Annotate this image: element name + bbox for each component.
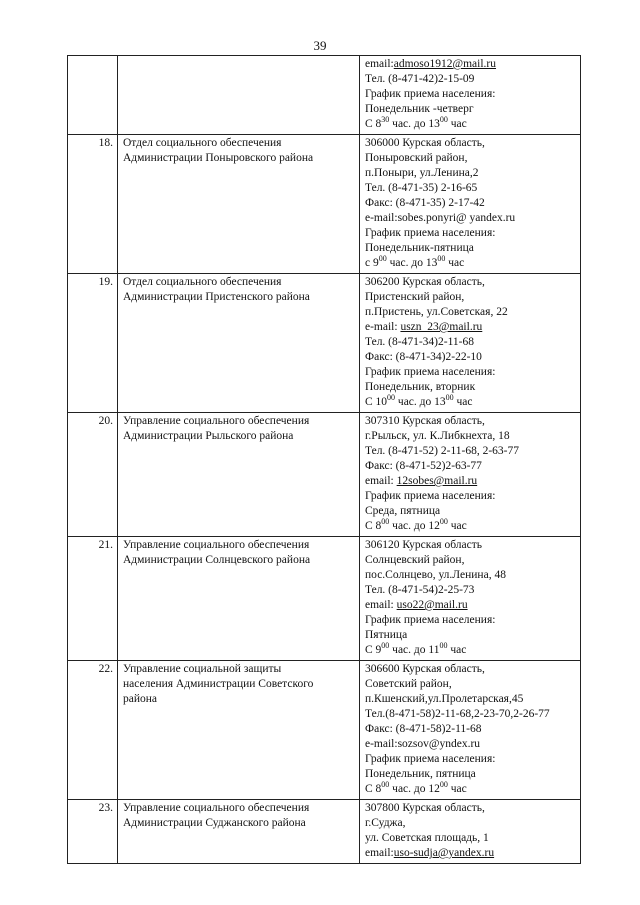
hours-start: С 8 xyxy=(365,118,382,130)
contact-line: Факс: (8-471-35) 2-17-42 xyxy=(365,197,485,209)
contact-line: e-mail:sobes.ponyri@ yandex.ru xyxy=(365,212,516,224)
contact-line: г.Рыльск, ул. К.Либкнехта, 18 xyxy=(365,430,510,442)
minutes-superscript: 00 xyxy=(387,393,396,403)
hours-unit: час xyxy=(453,396,473,408)
agency-name-line: населения Администрации Советского xyxy=(123,678,314,690)
contact-line: Тел. (8-471-42)2-15-09 xyxy=(365,73,475,85)
row-number: 23. xyxy=(68,800,118,864)
email-line xyxy=(365,320,576,335)
email-label: email: xyxy=(365,599,397,611)
agency-name-cell xyxy=(118,661,360,800)
minutes-superscript: 00 xyxy=(439,115,448,125)
minutes-superscript: 00 xyxy=(445,393,454,403)
hours-end: час. до 12 xyxy=(389,520,440,532)
hours-end: час. до 11 xyxy=(389,644,440,656)
agency-name-line: Администрации Поныровского района xyxy=(123,152,314,164)
email-line xyxy=(365,846,576,861)
table-row xyxy=(68,56,581,135)
contact-line: п.Пристень, ул.Советская, 22 xyxy=(365,306,508,318)
row-number: 21. xyxy=(68,537,118,661)
contact-line: Факс: (8-471-52)2-63-77 xyxy=(365,460,482,472)
contact-line: п.Поныри, ул.Ленина,2 xyxy=(365,167,479,179)
hours-start: с 9 xyxy=(365,257,379,269)
agency-name-line: Администрации Пристенского района xyxy=(123,291,310,303)
schedule-hours xyxy=(365,643,576,658)
hours-unit: час xyxy=(447,644,467,656)
minutes-superscript: 00 xyxy=(439,517,448,527)
hours-unit: час xyxy=(447,520,467,532)
hours-unit: час xyxy=(445,257,465,269)
contact-line: г.Суджа, xyxy=(365,817,406,829)
contact-line: Тел. (8-471-34)2-11-68 xyxy=(365,336,474,348)
contact-line: Тел. (8-471-52) 2-11-68, 2-63-77 xyxy=(365,445,520,457)
minutes-superscript: 00 xyxy=(439,641,448,651)
contact-line: Тел. (8-471-35) 2-16-65 xyxy=(365,182,478,194)
agency-name-cell xyxy=(118,135,360,274)
contact-line: Солнцевский район, xyxy=(365,554,465,566)
email-link[interactable]: 12sobes@mail.ru xyxy=(396,475,478,487)
agencies-table xyxy=(67,55,581,864)
schedule-hours xyxy=(365,256,576,271)
contact-line: Факс: (8-471-34)2-22-10 xyxy=(365,351,482,363)
table-row xyxy=(68,274,581,413)
table-row xyxy=(68,800,581,864)
hours-start: С 8 xyxy=(365,783,382,795)
contact-info-cell xyxy=(360,537,581,661)
agency-name-cell xyxy=(118,274,360,413)
table-row xyxy=(68,413,581,537)
minutes-superscript: 00 xyxy=(378,254,387,264)
row-number: 19. xyxy=(68,274,118,413)
hours-start: С 9 xyxy=(365,644,382,656)
contact-line: Пятница xyxy=(365,629,408,641)
email-link[interactable]: uso-sudja@yandex.ru xyxy=(393,847,495,859)
minutes-superscript: 00 xyxy=(381,517,390,527)
hours-start: С 10 xyxy=(365,396,388,408)
contact-line: Понедельник -четверг xyxy=(365,103,474,115)
agency-name-line: Управление социального обеспечения xyxy=(123,802,310,814)
contact-line: Понедельник-пятница xyxy=(365,242,474,254)
agency-name-line: Управление социального обеспечения xyxy=(123,539,310,551)
contact-line: Среда, пятница xyxy=(365,505,441,517)
contact-line: График приема населения: xyxy=(365,490,496,502)
contact-line: e-mail:sozsov@yndex.ru xyxy=(365,738,481,750)
schedule-hours xyxy=(365,117,576,132)
page-number: 39 xyxy=(313,38,327,53)
contact-line: График приема населения: xyxy=(365,366,496,378)
contact-line: Тел.(8-471-58)2-11-68,2-23-70,2-26-77 xyxy=(365,708,550,720)
minutes-superscript: 00 xyxy=(381,780,390,790)
agency-name-cell xyxy=(118,537,360,661)
contact-line: 306120 Курская область xyxy=(365,539,482,551)
contact-line: пос.Солнцево, ул.Ленина, 48 xyxy=(365,569,506,581)
agency-name-cell xyxy=(118,413,360,537)
email-link[interactable]: uso22@mail.ru xyxy=(396,599,468,611)
contact-line: п.Кшенский,ул.Пролетарская,45 xyxy=(365,693,524,705)
contact-line: График приема населения: xyxy=(365,614,496,626)
contact-line: 306600 Курская область, xyxy=(365,663,485,675)
agency-name-line: района xyxy=(123,693,158,705)
minutes-superscript: 00 xyxy=(381,641,390,651)
contact-info-cell xyxy=(360,274,581,413)
agency-name-cell xyxy=(118,56,360,135)
row-number: 20. xyxy=(68,413,118,537)
email-link[interactable]: uszn_23@mail.ru xyxy=(400,321,483,333)
contact-line: График приема населения: xyxy=(365,88,496,100)
email-label: email: xyxy=(365,58,394,70)
contact-info-cell xyxy=(360,135,581,274)
hours-end: час. до 12 xyxy=(389,783,440,795)
table-body xyxy=(68,56,581,864)
contact-line: 307310 Курская область, xyxy=(365,415,485,427)
contact-line: ул. Советская площадь, 1 xyxy=(365,832,489,844)
contact-line: 307800 Курская область, xyxy=(365,802,485,814)
email-line xyxy=(365,57,576,72)
minutes-superscript: 00 xyxy=(439,780,448,790)
schedule-hours xyxy=(365,782,576,797)
minutes-superscript: 30 xyxy=(381,115,390,125)
contact-info-cell xyxy=(360,661,581,800)
contact-line: Факс: (8-471-58)2-11-68 xyxy=(365,723,482,735)
minutes-superscript: 00 xyxy=(437,254,446,264)
contact-line: Понедельник, пятница xyxy=(365,768,476,780)
contact-line: Советский район, xyxy=(365,678,452,690)
contact-line: График приема населения: xyxy=(365,227,496,239)
hours-end: час. до 13 xyxy=(386,257,438,269)
contact-info-cell xyxy=(360,413,581,537)
row-number: 22. xyxy=(68,661,118,800)
email-label: e-mail: xyxy=(365,321,401,333)
agency-name-line: Управление социальной защиты xyxy=(123,663,282,675)
contact-info-cell xyxy=(360,56,581,135)
schedule-hours xyxy=(365,395,576,410)
hours-start: С 8 xyxy=(365,520,382,532)
contact-line: 306000 Курская область, xyxy=(365,137,485,149)
email-line xyxy=(365,474,576,489)
row-number xyxy=(68,56,118,135)
email-label: email: xyxy=(365,475,397,487)
schedule-hours xyxy=(365,519,576,534)
contact-info-cell xyxy=(360,800,581,864)
agency-name-line: Администрации Солнцевского района xyxy=(123,554,311,566)
hours-unit: час xyxy=(447,783,467,795)
table-row xyxy=(68,537,581,661)
agency-name-cell xyxy=(118,800,360,864)
agency-name-line: Администрации Рыльского района xyxy=(123,430,294,442)
table-row xyxy=(68,661,581,800)
email-label: email: xyxy=(365,847,394,859)
agency-name-line: Отдел социального обеспечения xyxy=(123,137,282,149)
agency-name-line: Администрации Суджанского района xyxy=(123,817,306,829)
contact-line: Пристенский район, xyxy=(365,291,465,303)
contact-line: Поныровский район, xyxy=(365,152,468,164)
contact-line: График приема населения: xyxy=(365,753,496,765)
hours-end: час. до 13 xyxy=(389,118,440,130)
table-row xyxy=(68,135,581,274)
contact-line: 306200 Курская область, xyxy=(365,276,485,288)
contact-line: Понедельник, вторник xyxy=(365,381,476,393)
row-number: 18. xyxy=(68,135,118,274)
hours-unit: час xyxy=(447,118,467,130)
email-link[interactable]: admoso1912@mail.ru xyxy=(393,58,497,70)
agency-name-line: Отдел социального обеспечения xyxy=(123,276,282,288)
agency-name-line: Управление социального обеспечения xyxy=(123,415,310,427)
contact-line: Тел. (8-471-54)2-25-73 xyxy=(365,584,475,596)
email-line xyxy=(365,598,576,613)
hours-end: час. до 13 xyxy=(395,396,446,408)
